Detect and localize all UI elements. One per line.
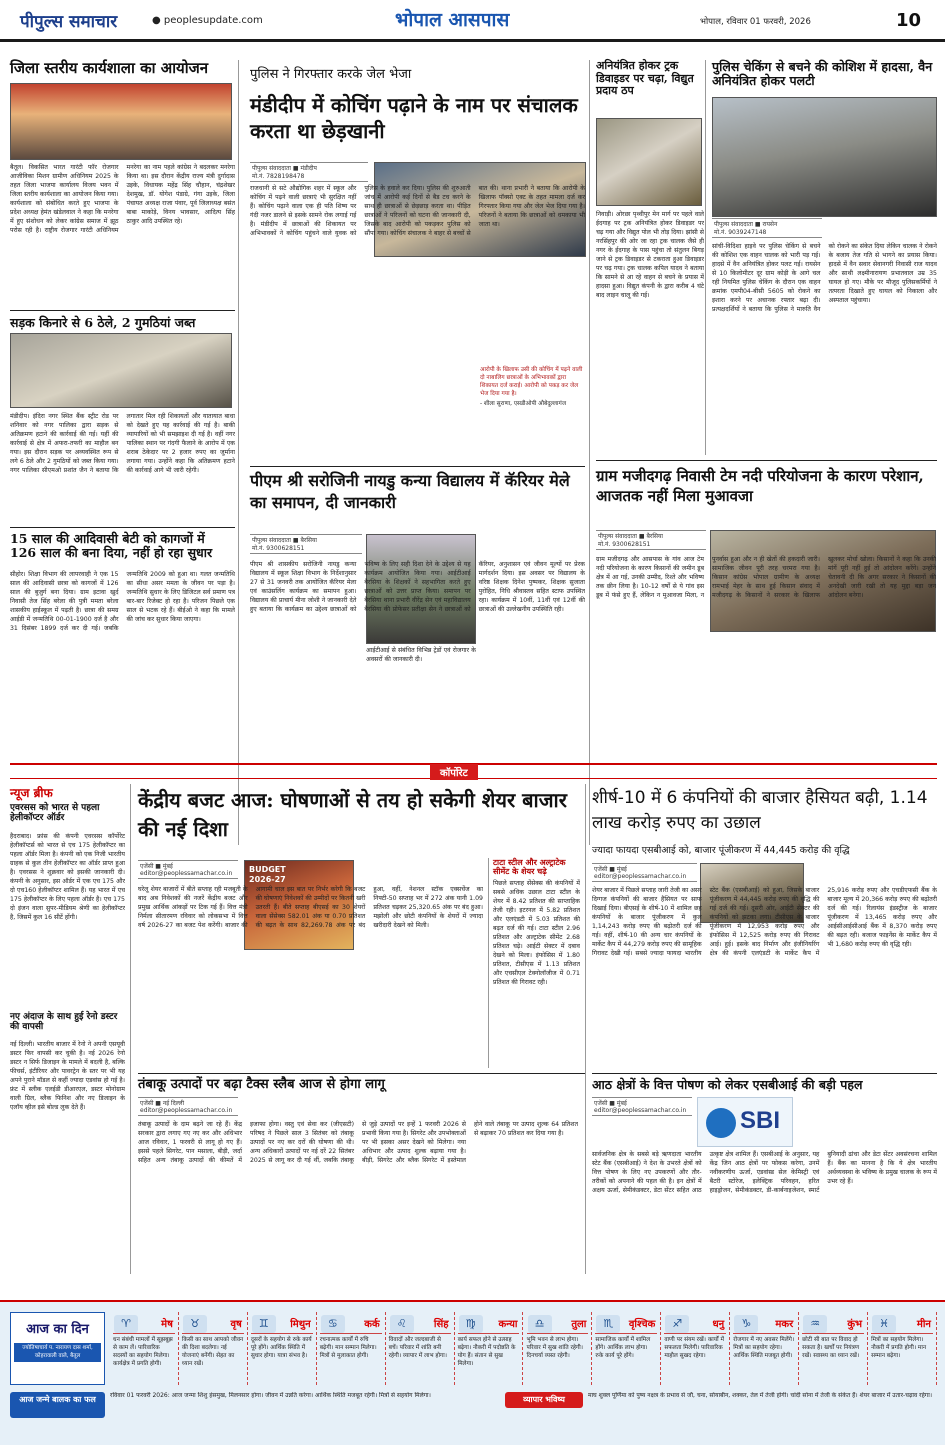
workshop-photo <box>10 83 232 160</box>
sign-text: सामाजिक कार्यों में शामिल होंगे। आर्थिक लाभ होगा। रुके कार्य पूरे होंगे। <box>595 1337 651 1359</box>
sbi-title-visible: आठ क्षेत्रों के वित्त पोषण को लेकर एसबीआई की बड़ी पहल <box>592 1077 863 1092</box>
sign-name: मकर <box>775 1319 794 1330</box>
coaching-title: मंडीदीप में कोचिंग पढ़ाने के नाम पर संचालक करता था छेड़खानी <box>250 93 578 143</box>
pmshri-body: पीएम श्री शासकीय सरोजिनी नायडु कन्या विद्यालय में स्कूल शिक्षा विभाग के निर्देशानुसार 27 से 31 जनवरी तक आयोजित कॅरियर मेला एवं काउंसलिंग कार्यक्रम का समापन हुआ। विद्यालय की प्राचार्य मीना जोशी ने जानकारी देते हुए बताया कि कार्यक्रम का उद्देश्य छात्राओं को भविष्य के लिए सही दिशा देने के उद्देश्य से यह कार्यक्रम आयोजित किया गया। आईटीआई बैरसिया के शिक्षकों ने सहभागिता करते हुए छात्राओं को उत्तर प्राप्त किया। समापन पर बैरसिया थाना प्रभारी वीरेंद्र सेन एवं महाविद्यालय बैरसिया की प्रोफेसर प्रतीक्षा सेन ने छात्राओं को कॅरियर, अनुशासन एवं जीवन मूल्यों पर प्रेरक मार्गदर्शन दिया। इस अवसर पर विद्यालय के वरिष्ठ शिक्षक दिनेश पुष्पकर, शिक्षक सुजाता पुरोहित, निधि श्रीवास्तव सहित स्टाफ उपस्थित रहा। कार्यक्रम में 10वीं, 11वीं एवं 12वीं की छात्राओं की उल्लेखनीय उपस्थिति रही। <box>250 561 585 613</box>
newsbrief-label: न्यूज ब्रीफ <box>10 786 53 800</box>
horoscope-sign-8 <box>592 1312 661 1385</box>
newsbrief-item2-body: नई दिल्ली। भारतीय बाजार में रेनो ने अपनी एसयूवी डस्टर फिर वापसी कर चुकी है। नई 2026 रेनो डस्टर न सिर्फ डिजाइन के मामले में बदली है, बल्कि फीचर्स, इंटीरियर और पावरट्रेन के स्तर पर भी यह अपने पुराने मॉडल से कहीं ज्यादा एडवांस हो गई है। फ्रंट में स्लीक एलईडी डीआरएल, डस्टर मोनोग्राम वाली ग्रिल, ब्लैक फिनिश और नए डिजाइन के एलॉय व्हील इसे बोल्ड लुक देते हैं। <box>10 1041 125 1111</box>
business-label: व्यापार भविष्य <box>505 1392 583 1408</box>
van-photo <box>712 97 937 217</box>
truck-body: निवाड़ी। ओरछा पृथ्वीपुर मेन मार्ग पर पहले वाले ईदगाह पर ट्रक अनियंत्रित होकर डिवाइडर पर चढ़ गया और विद्युत पोल भी तोड़ दिया। झांसी से नरसिंहपुर की ओर जा रहा ट्रक चालक जैसे ही नगर के ईदगाह के पास पहुंचा तो संतुलन बिगड़ जाने से ट्रक डिवाइडर से टकराता हुआ डिवाइडर पर चढ़ गया। ट्रक चालक कपिल यादव ने बताया कि सामने से आ रहे वाहन से बचने के प्रयास में हादसा हुआ। विद्युत कंपनी के द्वारा करीब 4 घंटे बाद लाइन चालू की गई। <box>596 211 704 299</box>
budget-body: घरेलू शेयर बाजारों में बीते सप्ताह रही मजबूती के बाद अब निवेशकों की नजरें केंद्रीय बजट और प्रमुख आर्थिक आंकड़ों पर टिक गई हैं। वित्त मंत्री निर्मला सीतारमण रविवार को लोकसभा में वित्त वर्ष 2026-27 का बजट पेश करेंगी। बाजार की आगामी चाल इस बात पर निर्भर करेगी कि बजट की घोषणाएं निवेशकों की उम्मीदों पर कितनी खरी उतरती हैं। बीते सप्ताह बीएसई का 30 शेयरों वाला सेंसेक्स 582.01 अंक या 0.70 प्रतिशत की बढ़त के साथ 82,269.78 अंक पर बंद हुआ, वहीं, नेशनल स्टॉक एक्सचेंज का निफ्टी-50 सप्ताह भर में 272 अंक यानी 1.09 प्रतिशत चढ़कर 25,320.65 अंक पर बंद हुआ। मझोली और छोटी कंपनियों के शेयरों में ज्यादा खरीदारी देखने को मिली। <box>138 886 483 929</box>
van-body: सांची-विदिशा हाइवे पर पुलिस चेकिंग से बचने की कोशिश एक वाहन चालक को भारी पड़ गई। हादसे में वैन अनियंत्रित होकर पलट गई। रायसेन से 10 किलोमीटर दूर ग्राम कोड़ी के आगे चल रही नियमित पुलिस चेकिंग के दौरान एक वाहन क्रमांक एमपी04-बीसी 5605 को रोकने का इशारा करने पर अचानक रफ्तार बढ़ा दी। प्रत्यक्षदर्शियों ने बताया कि पुलिस ने मारुति वैन को रोकने का संकेत दिया लेकिन चालक ने रोकने के बजाय तेज गति से भागने का प्रयास किया। हादसे में वैन सवार सेवानगरी निवासी राज यादव और साथी लक्ष्मीनारायण प्रभातवाल उम्र 35 घायल हो गए। मौके पर मौजूद पुलिसकर्मियों ने तत्परता दिखाते हुए घायल को निकाला और अस्पताल पहुंचाया। <box>712 243 937 313</box>
budget-box-title: टाटा स्टील और अल्ट्राटेक सीमेंट के शेयर चढ़े <box>493 857 566 877</box>
zodiac-icon: ♈ <box>114 1315 138 1333</box>
horoscope-sign-3 <box>248 1312 317 1385</box>
tobacco-email[interactable]: editor@peoplessamachar.co.in <box>140 1107 233 1114</box>
sign-text: वाणी पर संयम रखें। कार्यों में सफलता मिलेगी। पारिवारिक माहौल सुखद रहेगा। <box>664 1337 724 1359</box>
van-mobile: मो.नं. 9039247148 <box>714 229 767 236</box>
adivasi-title: 15 साल की आदिवासी बेटी को कागजों में 126 साल की बना दिया, नहीं हो रहा सुधार <box>10 531 213 561</box>
horoscope-sign-10 <box>730 1312 799 1385</box>
tobacco-byline: एजेंसी ■ नई दिल्ली editor@peoplessamachar.co.in <box>138 1097 238 1116</box>
zodiac-icon: ♒ <box>803 1315 827 1333</box>
sign-text: किसी का साथ आपको जीवन की दिशा बदलेगा। नई योजनाएं बनेंगी। सेहत का ध्यान रखें। <box>181 1337 244 1367</box>
horoscope-sign-7 <box>524 1312 593 1385</box>
coaching-body: राजधानी से सटे औद्योगिक शहर में स्कूल और कोचिंग में पढ़ने वाली छात्राएं भी सुरक्षित नहीं हैं। कोचिंग पढ़ाने वाला एक ही पति शिष्य पर गंदी नजर डालने से इसके सामने रोक लगाई गई है। मंडीदीप में छात्राओं की शिकायत पर अभिभावकों ने कोचिंग पहुंचने वाले युवक को पुलिस के हवाले कर दिया। पुलिस की शुरुआती जांच में आरोपी कई दिनों से बैड टच करने के साथ ही छात्राओं से छेड़छाड़ करता था। पीड़ित छात्राओं ने परिजनों को घटना की जानकारी दी, जिसके बाद आरोपी को पकड़कर पुलिस को सौंपा गया। कोचिंग संचालक ने बाहर से बच्चों से बात की। थाना प्रभारी ने बताया कि आरोपी के खिलाफ पॉक्सो एक्ट के तहत मामला दर्ज कर गिरफ्तार किया गया और जेल भेज दिया गया है। परिजनों ने बताया कि छात्राओं को धमकाया भी जाता था। <box>250 185 585 237</box>
top10-body: शेयर बाजार में पिछले सप्ताह जारी तेजी का असर दिग्गज कंपनियों की बाजार हैसियत पर साफ दिखाई दिया। बीएसई के शीर्ष-10 में शामिल छह कंपनियों के बाजार पूंजीकरण में कुल 1,14,243 करोड़ रुपए की बढ़ोतरी दर्ज की गई। वहीं, शीर्ष-10 की अन्य चार कंपनियों के मार्केट कैप में 44,279 करोड़ रुपए की सामूहिक गिरावट देखी गई। सबसे ज्यादा फायदा भारतीय स्टेट बैंक (एसबीआई) को हुआ, जिसके बाजार पूंजीकरण में 44,445 करोड़ रुपए की वृद्धि की गई दर्ज की गई। दूसरी ओर, आईटी सेक्टर की कंपनियों को झटका लगा। टीसीएस के बाजार पूंजीकरण में 12,953 करोड़ रुपए और इंफोसिस में 12,525 करोड़ रुपए की गिरावट आई। हुई। इसके बाद निर्माण और इंजीनियरिंग क्षेत्र की कंपनी एलएंडटी के मार्केट कैप में 25,916 करोड़ रुपए और एचडीएफसी बैंक के बाजार मूल्य में 20,366 करोड़ रुपए की बढ़ोतरी दर्ज की गई। रिलायंस इंडस्ट्रीज के बाजार पूंजीकरण में 13,465 करोड़ रुपए और आईसीआईसीआई बैंक में 8,370 करोड़ रुपए की बढ़त रही। बजाज फाइनेंस के मार्केट कैप में भी 1,680 करोड़ रुपए की वृद्धि रही। <box>592 887 937 957</box>
coaching-byline: पीपुल्स संवाददाता ■ मंडीदीप मो.नं. 7828198478 <box>250 162 368 182</box>
encroach-body: मंडीदीप। इंदिरा नगर स्थित बैंक स्ट्रीट रोड पर शनिवार को नगर पालिका द्वारा सड़क से अतिक्रमण हटाने की कार्रवाई की गई। यहीं की कार्रवाई से क्षेत्र में अफरा-तफरी का माहौल बन गया। इस दौरान सड़क पर अव्यवस्थित रूप से लगे 6 ठेले और 2 गुमठियों को जब्त किया गया। नगर पालिका सीएमओ प्रशांत जैन ने बताया कि लगातार मिल रही शिकायतों और यातायात बाधा को देखते हुए यह कार्रवाई की गई है। बाकी व्यापारियों को भी समझाइश दी गई है। वहीं नगर पालिका स्थान पर गंदगी फैलाने के आरोप में एक शराब ठेकेदार पर 2 हजार रुपए का जुर्माना लगाया गया। उन्होंने कहा कि अतिक्रमण हटाने की कार्रवाई आगे भी जारी रहेगी। <box>10 413 235 474</box>
sign-header <box>458 1314 520 1334</box>
budget-box-body: पिछले सप्ताह सेंसेक्स की कंपनियों में सबसे अधिक उछाल टाटा स्टील के शेयर में 8.42 प्रतिशत की साप्ताहिक तेजी रही। इटरनल में 5.82 प्रतिशत और एलएंडटी में 5.03 प्रतिशत की बढ़त दर्ज की गई। टाटा स्टील 2.96 प्रतिशत और अल्ट्राटेक सीमेंट 2.68 प्रतिशत चढ़े। आईटी सेक्टर में दबाव देखने को मिला। इंफोसिस में 1.80 प्रतिशत, टीसीएस में 1.13 प्रतिशत और एचसीएल टेक्नोलॉजीज में 0.71 प्रतिशत की गिरावट रही। <box>493 880 580 987</box>
top10-subtitle: ज्यादा फायदा एसबीआई को, बाजार पूंजीकरण में 44,445 करोड़ की वृद्धि <box>592 845 850 856</box>
village-title: ग्राम मजीदगढ़ निवासी टेम नदी परियोजना के कारण परेशान, आजतक नहीं मिला मुआवजा <box>596 467 924 506</box>
tobacco-body: तंबाकू उत्पादों के दाम बढ़ने जा रहे हैं। केंद्र सरकार द्वारा लगाए गए नए कर और अधिभार आज रविवार, 1 फरवरी से लागू हो गए हैं। इससे पहले सिगरेट, पान मसाला, बीड़ी, जर्दा सहित अन्य तंबाकू उत्पादों की कीमतें में इजाफा होगा। वस्तु एवं सेवा कर (जीएसटी) परिषद ने पिछले साल 3 सितंबर को तंबाकू उत्पादों पर नए कर दरों की घोषणा की थी। अन्य अधिकारों उत्पादों पर नई दरें 22 सितंबर 2025 से लागू कर दी गई थीं, जबकि तंबाकू से जुड़े उत्पादों पर इन्हें 1 फरवरी 2026 से प्रभावी किया गया है। सिगरेट और उपभोक्ताओं पर भी इसका असर देखने को मिलेगा। नया अधिभार और उत्पाद शुल्क बढ़ाया गया है। बीड़ी, सिगरेट और ब्लैक सिगरेट में इस्तेमाल होने वाले तंबाकू पर उत्पाद शुल्क 64 प्रतिशत से बढ़ाकर 70 प्रतिशत कर दिया गया है। <box>138 1121 578 1164</box>
horoscope-sign-6 <box>455 1312 524 1385</box>
zodiac-icon: ♍ <box>459 1315 483 1333</box>
village-byline: पीपुल्स संवाददाता ■ बैरसिया मो.नं. 9300628151 <box>596 530 706 550</box>
sign-header <box>113 1314 175 1334</box>
zodiac-icon: ♓ <box>872 1315 896 1333</box>
birthday-text: रविवार 01 फरवरी 2026: आज जन्मा शिशु हंसमुख, मिलनसार होगा। जीवन में उन्नति करेगा। आर्थिक स्थिति मजबूत रहेगी। मित्रों से सहयोग मिलेगा। <box>110 1392 431 1399</box>
horoscope-title: आज का दिन <box>26 1322 89 1337</box>
budget-photo-label: BUDGET 2026-27 <box>249 865 286 884</box>
sign-header <box>320 1314 382 1334</box>
sign-name: कन्या <box>498 1319 518 1330</box>
pmshri-title: पीएम श्री सरोजिनी नायडु कन्या विद्यालय में कॅरियर मेले का समापन, दी जानकारी <box>250 471 570 512</box>
dateline: भोपाल, रविवार 01 फरवरी, 2026 <box>700 17 811 27</box>
sbi-byline: एजेंसी ■ मुंबई editor@peoplessamachar.co.in <box>592 1097 692 1116</box>
newsbrief-item1-body: हैदराबाद। फ्रांस की कंपनी एवरसस कॉर्पोरेट हेलीकॉप्टर्स को भारत से एच 175 हेलीकॉप्टर का पहला ऑर्डर मिला है। कंपनी को एक निजी भारतीय ग्राहक से कुल तीन हेलीकॉप्टर का ऑर्डर प्राप्त हुआ है। एवरसस ने शुक्रवार को इसकी जानकारी दी। कंपनी के अनुसार, इस ऑर्डर में एक एच 175 और दो एच160 हेलीकॉप्टर शामिल हैं। यह भारत में एच 175 हेलीकॉप्टर के लिए पहला ऑर्डर है। एच 175 दो इंजन वाला सुपर-मीडियम श्रेणी का हेलीकॉप्टर है, जिसमें कुल 16 सीटें होंगी। <box>10 833 125 921</box>
coaching-quote <box>480 366 584 461</box>
sbi-logo <box>697 1097 793 1147</box>
pmshri-byline: पीपुल्स संवाददाता ■ बैरसिया मो.नं. 9300628151 <box>250 534 362 554</box>
website-link[interactable]: ● peoplesupdate.com <box>152 15 263 26</box>
zodiac-icon: ♐ <box>665 1315 689 1333</box>
sbi-email[interactable]: editor@peoplessamachar.co.in <box>594 1107 687 1114</box>
budget-title: केंद्रीय बजट आज: घोषणाओं से तय हो सकेगी शेयर बाजार की नई दिशा <box>138 788 567 841</box>
village-mobile: मो.नं. 9300628151 <box>598 541 651 548</box>
workshop-body: बैतूल। विकसित भारत गारंटी फॉर रोजगार आजीविका मिशन ग्रामीण अधिनियम 2025 के तहत जिला भाजपा कार्यालय विजय भवन में जिला स्तरीय कार्यशाला का आयोजन किया गया। कार्यशाला को संबोधित करते हुए भाजपा के प्रदेश अध्यक्ष हेमंत खंडेलवाल ने कहा कि मनरेगा में हुए संशोधन को लेकर कांग्रेस समाज में झूठ परोस रही है। राष्ट्रीय रोजगार गारंटी अधिनियम मनरेगा का नाम पहले कांग्रेस ने बदलकर मनरेगा किया था। इस दौरान केंद्रीय राज्य मंत्री दुर्गादास उइके, विधायक महेंद्र सिंह चौहान, चंद्रशेखर देशमुख, डॉ. योगेश पंडाग्रे, गंगा उइके, जिला पंचायत अध्यक्ष राजा पंवार, पूर्व जिलाध्यक्ष बसंत बाबा माकोड़े, विनय भावसार, आदित्य सिंह ठाकुर आदि उपस्थित रहे। <box>10 164 235 234</box>
budget-email[interactable]: editor@peoplessamachar.co.in <box>140 870 233 877</box>
corporate-label: कॉर्पोरेट <box>430 764 478 780</box>
sign-name: मिथुन <box>290 1319 311 1330</box>
encroach-photo <box>10 333 232 408</box>
zodiac-icon: ♑ <box>734 1315 758 1333</box>
birthday-label: आज जन्मे बालक का फल <box>10 1392 105 1418</box>
horoscope-sign-2 <box>179 1312 248 1385</box>
sign-text: मित्रों का सहयोग मिलेगा। नौकरी में प्रगति होगी। मान सम्मान बढ़ेगा। <box>871 1337 927 1359</box>
newsbrief-item2-title: नए अंदाज के साथ हुई रेनो डस्टर की वापसी <box>10 1012 118 1033</box>
newspaper-logo: पीपुल्स समाचार <box>20 12 118 32</box>
pmshri-mobile: मो.नं. 9300628151 <box>252 545 305 552</box>
workshop-title: जिला स्तरीय कार्यशाला का आयोजन <box>10 59 209 77</box>
truck-title: अनियंत्रित होकर ट्रक डिवाइडर पर चढ़ा, विद्युत प्रदाय ठप <box>596 59 694 98</box>
sign-text: रोजगार में नए अवसर मिलेंगे। मित्रों का सहयोग रहेगा। आर्थिक स्थिति मजबूत होगी। <box>733 1337 795 1359</box>
business-text: माघ शुक्ल पूर्णिमा को पुष्य नक्षत्र के प्रभाव से जौ, चना, सोयाबीन, शक्कर, तेल में तेजी होगी। चांदी सोना में तेजी के संकेत हैं। शेयर बाजार में उतार-चढ़ाव रहेगा। <box>588 1392 933 1399</box>
sign-header <box>182 1314 244 1334</box>
sbi-logo-icon <box>706 1108 736 1138</box>
coaching-quote-author: - शीला सुराणा, एसडीओपी औबेदुल्लागंज <box>480 401 567 407</box>
zodiac-icon: ♏ <box>596 1315 620 1333</box>
sign-text: दूसरों के सहयोग से रुके कार्य पूरे होंगे। आर्थिक स्थिति में सुधार होगा। यात्रा संभव है। <box>250 1337 312 1359</box>
sign-name: वृष <box>230 1319 242 1330</box>
horoscope-sign-11 <box>799 1312 868 1385</box>
horoscope-sign-5 <box>386 1312 455 1385</box>
zodiac-icon: ♉ <box>183 1315 207 1333</box>
sign-header <box>802 1314 864 1334</box>
zodiac-icon: ♌ <box>390 1315 414 1333</box>
sign-name: धनु <box>712 1319 725 1330</box>
horoscope-sign-4 <box>317 1312 386 1385</box>
horoscope-sign-9 <box>661 1312 730 1385</box>
sign-name: मीन <box>916 1319 931 1330</box>
horoscope-sign-1 <box>110 1312 179 1385</box>
sign-name: सिंह <box>433 1319 449 1330</box>
sign-text: भूमि भवन से लाभ होगा। परिवार में सुख शांति रहेगी। दिनचर्या व्यस्त रहेगी। <box>526 1337 583 1359</box>
sign-name: तुला <box>571 1319 587 1330</box>
top10-email[interactable]: editor@peoplessamachar.co.in <box>594 873 687 880</box>
van-byline: पीपुल्स संवाददाता ■ रायसेन मो.नं. 9039247148 <box>712 218 822 238</box>
sign-header <box>595 1314 657 1334</box>
sign-name: कुंभ <box>847 1319 863 1330</box>
village-body: ग्राम मजीदगढ़ और आसपास के गांव आज टेम नदी परियोजना के कारण किसानों की जमीन डूब क्षेत्र में आ गई, उनकी उम्मीद, रिश्ते और भविष्य तक छीन लिया है। 10-12 वर्षों से ये गांव इस डूब में फंसे हुए हैं, लेकिन न मुआवजा मिला, न पुनर्वास हुआ और न ही खेतों की हकदारी जारी। सामाजिक जीवन पूरी तरह चरमरा गया है। किसान कांग्रेस भोपाल ग्रामीण के अध्यक्ष रामभाई मेहर के साथ हुई किसान संवाद में मजीदगढ़ के किसानों ने सरकार के खिलाफ खुलकर मोर्चा खोला। किसानों ने कहा कि उनकी मांगें पूरी नहीं हुई तो आंदोलन करेंगे। उन्होंने चेतावनी दी कि अगर सरकार ने किसानों की अनदेखी जारी रखी तो यह मुद्दा बड़ा जन आंदोलन बनेगा। <box>596 556 936 599</box>
sign-text: विवादों और जल्दबाजी से बचें। परिवार में शांति बनी रहेगी। व्यापार में लाभ होगा। <box>388 1337 447 1359</box>
van-title: पुलिस चेकिंग से बचने की कोशिश में हादसा, वैन अनियंत्रित होकर पलटी <box>712 59 933 89</box>
sign-text: धन संबंधी मामलों में सूझबूझ से काम लें। पारिवारिक सदस्यों का सहयोग मिलेगा। कार्यक्षेत्र में प्रगति होगी। <box>113 1337 173 1367</box>
coaching-mobile: मो.नं. 7828198478 <box>252 173 305 180</box>
sign-header <box>664 1314 726 1334</box>
sign-name: वृश्चिक <box>628 1319 656 1330</box>
budget-byline: एजेंसी ■ मुंबई editor@peoplessamachar.co.in <box>138 860 238 879</box>
newsbrief-item1-title: एवरसस को भारत से पहला हेलीकॉप्टर ऑर्डर <box>10 803 100 824</box>
sign-header <box>389 1314 451 1334</box>
sign-text: कार्य सफल होने से उत्साह बढ़ेगा। नौकरी में पदोन्नति के योग हैं। संतान से सुख मिलेगा। <box>457 1337 516 1367</box>
coaching-quote-text: आरोपी के खिलाफ उसी की कोचिंग में पढ़ने वाली दो नाबालिग छात्राओं के अभिभावकों द्वारा शिकायत दर्ज कराई। आरोपी को पकड़ कर जेल भेज दिया गया है। <box>480 367 583 397</box>
pmshri-caption: आईटीआई से संबंधित विभिन्न ट्रेडों एवं रोजगार के अवसरों की जानकारी दी। <box>366 647 476 663</box>
sign-name: कर्क <box>364 1319 380 1330</box>
masthead <box>0 0 945 42</box>
sign-header <box>251 1314 313 1334</box>
top10-byline: एजेंसी ■ मुंबई editor@peoplessamachar.co.in <box>592 863 697 882</box>
horoscope-pandit: ज्योतिषाचार्य प. नारायण दास शर्मा, कोहरावाली वाले, बैतूल <box>14 1343 101 1362</box>
section-title: भोपाल आसपास <box>395 9 510 31</box>
truck-photo <box>596 118 702 206</box>
encroach-title: सड़क किनारे से 6 ठेले, 2 गुमठियां जब्त <box>10 315 196 330</box>
sign-header <box>871 1314 933 1334</box>
horoscope-sign-12 <box>868 1312 937 1385</box>
page-number: 10 <box>896 10 922 31</box>
horoscope-title-box <box>10 1312 105 1385</box>
zodiac-icon: ♋ <box>321 1315 345 1333</box>
sign-header <box>733 1314 795 1334</box>
coaching-kicker: पुलिस ने गिरफ्तार करके जेल भेजा <box>250 67 412 82</box>
adivasi-body: सीहोर। शिक्षा विभाग की लापरवाही ने एक 15 साल की आदिवासी छात्रा को कागजों में 126 साल की बुजुर्ग बना दिया। ग्राम इटावा खुर्द निवासी तेज सिंह बरेला की पुत्री ममता बरेला शासकीय हाईस्कूल में पढ़ती है। छात्रा की समग्र आईडी में जन्मतिथि 00-01-1900 दर्ज है और 31 दिसंबर 1899 दर्ज कर दी गई। जबकि जन्मतिथि 2009 को हुआ था। गलत जन्मतिथि का सीधा असर ममता के जीवन पर पड़ा है। जन्मतिथि सुधार के लिए डिजिटल सर्व प्रमाण पत्र बार-बार रिजेक्ट हो रहा है। परिजन पिछले एक साल से भटक रहे हैं। बीईओ ने कहा कि मामले की जांच कर सुधार किया जाएगा। <box>10 571 235 632</box>
zodiac-icon: ♊ <box>252 1315 276 1333</box>
sign-name: मेष <box>161 1319 173 1330</box>
top10-title: शीर्ष-10 में 6 कंपनियों की बाजार हैसियत बढ़ी, 1.14 लाख करोड़ रुपए का उछाल <box>592 788 928 833</box>
zodiac-icon: ♎ <box>528 1315 552 1333</box>
sbi-body: सार्वजनिक क्षेत्र के सबसे बड़े ऋणदाता भारतीय स्टेट बैंक (एसबीआई) ने देश के उभरते क्षेत्रों को वित्त पोषण के लिए नए उपकरणों और तौर-तरीकों को अपनाने की पहल की है। इन क्षेत्रों में अक्षय ऊर्जा, सेमीकंडक्टर, डेटा सेंटर सहित आठ उत्कृष्ट क्षेत्र शामिल हैं। एसबीआई के अनुसार, यह केंद्र जिन आठ क्षेत्रों पर फोकस करेगा, उनमें नवीकरणीय ऊर्जा, एडवांस्ड सेल केमिस्ट्री एवं बैटरी स्टोरेज, इलेक्ट्रिक परिवहन, हरित हाइड्रोजन, सेमीकंडक्टर, डी-कार्बनाइजेशन, स्मार्ट बुनियादी ढांचा और डेटा सेंटर अवसंरचना शामिल हैं। बैंक का मानना है कि ये क्षेत्र भारतीय अर्थव्यवस्था के भविष्य के प्रमुख चालक के रूप में उभर रहे हैं। <box>592 1151 937 1194</box>
budget-box <box>488 858 580 1068</box>
sign-text: छोटी सी बात पर विवाद हो सकता है। खर्चों पर नियंत्रण रखें। स्वास्थ्य का ध्यान रखें। <box>802 1337 860 1359</box>
sbi-logo-text: SBI <box>740 1107 781 1134</box>
sign-text: रचनात्मक कार्यों में रुचि बढ़ेगी। मान सम्मान मिलेगा। मित्रों से मुलाकात होगी। <box>319 1337 377 1359</box>
corporate-banner <box>10 763 937 779</box>
sign-header <box>527 1314 589 1334</box>
tobacco-title: तंबाकू उत्पादों पर बढ़ा टैक्स स्लैब आज से होगा लागू <box>138 1077 385 1092</box>
